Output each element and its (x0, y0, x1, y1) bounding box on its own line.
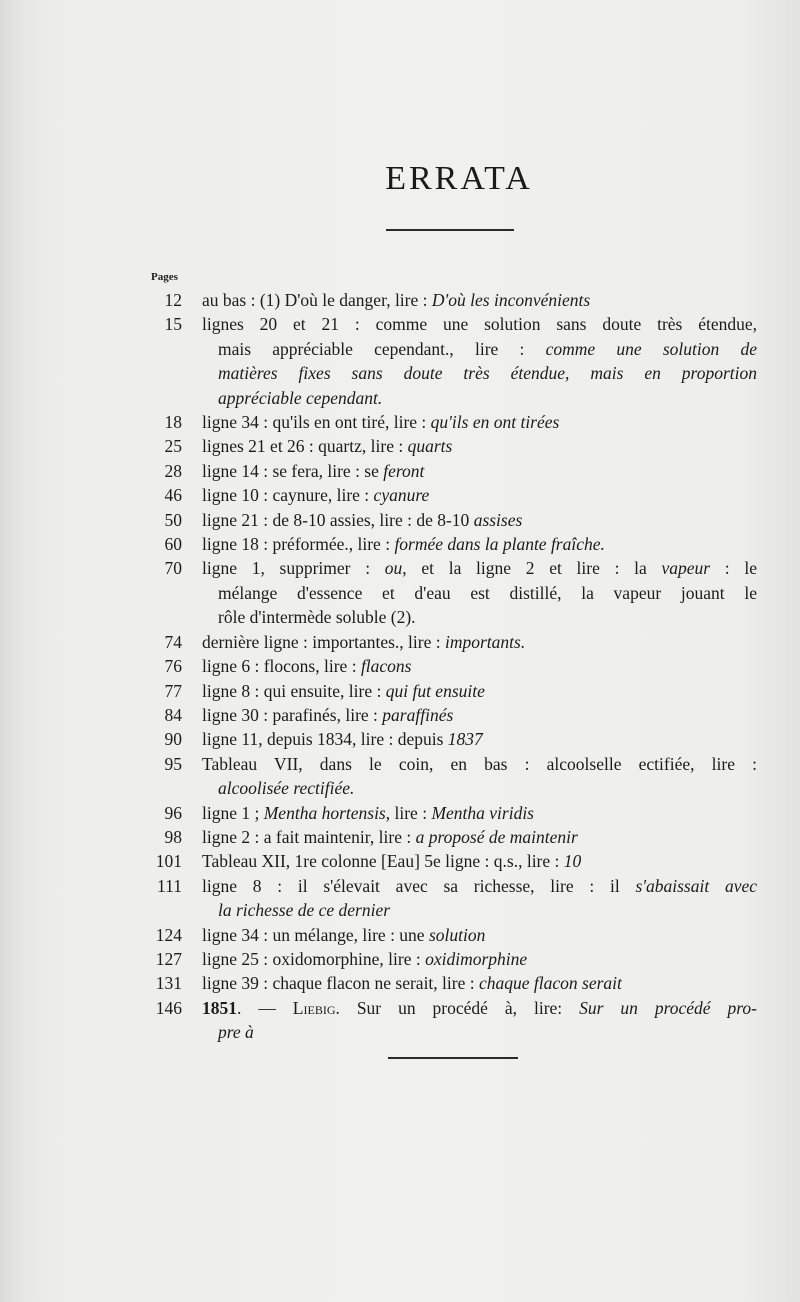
corrected-reading: a proposé de maintenir (415, 826, 578, 847)
corrected-reading: cyanure (373, 485, 430, 506)
text-segment: Tableau XII, 1re colonne [Eau] 5e ligne : q.s., lire : (202, 851, 564, 872)
correction-continuation (202, 361, 757, 385)
text-segment: ligne 8 : qui ensuite, lire : (202, 680, 386, 701)
text-segment: dernière ligne : importantes., lire : (202, 631, 445, 652)
text-segment: ligne 8 : il s'élevait avec sa richesse, lire : il (202, 875, 636, 896)
correction-text (202, 630, 757, 654)
correction-text (202, 288, 757, 312)
corrected-reading: oxidimorphine (425, 948, 528, 969)
correction-text (202, 971, 757, 995)
closing-rule (388, 1057, 518, 1059)
title-rule (386, 229, 514, 231)
errata-entry (0, 727, 757, 751)
corrected-reading: Sur un procédé pro- (579, 997, 758, 1018)
errata-entry (0, 947, 757, 971)
correction-text (202, 312, 757, 336)
correction-text (202, 532, 757, 556)
text-segment: ligne 39 : chaque flacon ne serait, lire : (202, 973, 479, 994)
correction-text (202, 654, 757, 678)
text-segment: ligne 10 : caynure, lire : (202, 485, 374, 506)
errata-entry (0, 703, 757, 727)
corrected-reading: vapeur (661, 558, 711, 579)
errata-entry (0, 654, 757, 678)
correction-text (202, 410, 757, 434)
pages-column-label: Pages (151, 271, 178, 283)
text-segment: ligne 21 : de 8-10 assies, lire : de 8-10 (202, 509, 474, 530)
text-segment: ligne 6 : flocons, lire : (202, 656, 361, 677)
errata-entry (0, 752, 757, 801)
corrected-reading: quarts (407, 436, 453, 457)
text-segment: ligne 30 : parafinés, lire : (202, 704, 383, 725)
corrected-reading: pre à (218, 1022, 254, 1043)
errata-entry (0, 825, 757, 849)
page-number: 25 (164, 436, 182, 457)
corrected-reading: ou (384, 558, 403, 579)
page-number: 77 (164, 680, 182, 701)
text-segment: ligne 25 : oxidomorphine, lire : (202, 948, 426, 969)
page-number: 28 (164, 460, 182, 481)
corrected-reading: la richesse de ce dernier (218, 900, 391, 921)
text-segment: ligne 34 : un mélange, lire : une (202, 924, 429, 945)
text-segment: mais appréciable cependant., lire : (218, 338, 546, 359)
page-number: 12 (164, 290, 182, 310)
text-segment: ligne 1 ; (202, 802, 264, 823)
corrected-reading: qui fut ensuite (385, 680, 485, 701)
text-segment: ligne 18 : préformée., lire : (202, 534, 395, 555)
errata-entry (0, 532, 757, 556)
correction-continuation (202, 898, 757, 922)
correction-text (202, 996, 757, 1020)
text-segment: : le (710, 558, 758, 579)
corrected-reading: solution (428, 924, 486, 945)
correction-continuation (202, 776, 757, 800)
page-number: 70 (164, 558, 182, 579)
correction-text (202, 556, 757, 580)
errata-entry (0, 312, 757, 410)
corrected-reading: 10 (563, 851, 582, 872)
correction-text (202, 459, 757, 483)
text-segment: rôle d'intermède soluble (2). (218, 607, 416, 628)
page-number: 46 (164, 485, 182, 506)
text-segment: . Sur un procédé à, lire: (335, 997, 580, 1018)
corrected-reading: comme une solution de (545, 338, 757, 359)
correction-text (202, 801, 757, 825)
text-segment: lignes 21 et 26 : quartz, lire : (202, 436, 408, 457)
page-number: 146 (155, 997, 182, 1018)
correction-text (202, 752, 757, 776)
correction-text (202, 703, 757, 727)
correction-text (202, 947, 757, 971)
errata-entry (0, 630, 757, 654)
corrected-reading: D'où les inconvénients (431, 290, 591, 310)
page-number: 98 (164, 826, 182, 847)
page-number: 101 (155, 851, 182, 872)
corrected-reading: feront (383, 460, 425, 481)
page-number: 76 (164, 656, 182, 677)
corrected-reading: qu'ils en ont tirées (430, 412, 560, 433)
text-segment: ligne 34 : qu'ils en ont tiré, lire : (202, 412, 431, 433)
corrected-reading: flacons (360, 656, 412, 677)
errata-list (0, 288, 800, 1045)
correction-continuation (202, 337, 757, 361)
text-segment: mélange d'essence et d'eau est distillé, la vapeur jouant le (218, 582, 757, 603)
corrected-reading: paraffinés (382, 704, 454, 725)
errata-entry (0, 288, 757, 312)
errata-entry (0, 556, 757, 629)
correction-continuation (202, 1020, 757, 1044)
text-segment: 1851 (202, 997, 237, 1018)
correction-text (202, 483, 757, 507)
page-number: 18 (164, 412, 182, 433)
corrected-reading: 1837 (447, 729, 483, 750)
errata-entry (0, 874, 757, 923)
text-segment: Liebig (292, 997, 336, 1018)
correction-continuation (202, 581, 757, 605)
correction-text (202, 434, 757, 458)
page-number: 131 (155, 973, 182, 994)
text-segment: Tableau VII, dans le coin, en bas : alcoolselle ectifiée, lire : (202, 753, 757, 774)
correction-text (202, 825, 757, 849)
errata-entry (0, 483, 757, 507)
page-number: 60 (164, 534, 182, 555)
page-number: 15 (164, 314, 182, 335)
page-number: 124 (155, 924, 182, 945)
correction-continuation (202, 386, 757, 410)
errata-entry (0, 996, 757, 1045)
correction-text (202, 923, 757, 947)
correction-text (202, 727, 757, 751)
correction-text (202, 849, 757, 873)
text-segment: lignes 20 et 21 : comme une solution sans doute très étendue, (202, 314, 757, 335)
correction-text (202, 508, 757, 532)
page-number: 95 (164, 753, 182, 774)
errata-entry (0, 410, 757, 434)
errata-entry (0, 801, 757, 825)
corrected-reading: alcoolisée rectifiée. (218, 778, 355, 799)
page-number: 111 (157, 875, 182, 896)
errata-entry (0, 923, 757, 947)
corrected-reading: matières fixes sans doute très étendue, mais en proportion (218, 363, 757, 384)
errata-entry (0, 508, 757, 532)
errata-entry (0, 459, 757, 483)
corrected-reading: formée dans la plante fraîche. (394, 534, 605, 555)
text-segment: ligne 14 : se fera, lire : se (202, 460, 384, 481)
text-segment: . — (237, 997, 293, 1018)
page-number: 96 (164, 802, 182, 823)
correction-text (202, 874, 757, 898)
page-number: 127 (155, 948, 182, 969)
page-number: 50 (164, 509, 182, 530)
errata-entry (0, 434, 757, 458)
corrected-reading: importants. (444, 631, 526, 652)
correction-text (202, 679, 757, 703)
text-segment: ligne 1, supprimer : (202, 558, 385, 579)
text-segment: , et la ligne 2 et lire : la (402, 558, 662, 579)
page-number: 84 (164, 704, 182, 725)
errata-entry (0, 849, 757, 873)
text-segment: ligne 11, depuis 1834, lire : depuis (202, 729, 448, 750)
corrected-reading: Mentha viridis (431, 802, 534, 823)
corrected-reading: s'abaissait avec (635, 875, 757, 896)
page-number: 90 (164, 729, 182, 750)
page-title: ERRATA (385, 160, 533, 197)
corrected-reading: appréciable cependant. (218, 387, 383, 408)
text-segment: ligne 2 : a fait maintenir, lire : (202, 826, 416, 847)
errata-entry (0, 971, 757, 995)
corrected-reading: Mentha hortensis (263, 802, 386, 823)
corrected-reading: assises (473, 509, 523, 530)
corrected-reading: chaque flacon serait (478, 973, 622, 994)
page-number: 74 (164, 631, 182, 652)
errata-entry (0, 679, 757, 703)
text-segment: , lire : (385, 802, 432, 823)
text-segment: au bas : (1) D'où le danger, lire : (202, 290, 432, 310)
correction-continuation (202, 605, 757, 629)
